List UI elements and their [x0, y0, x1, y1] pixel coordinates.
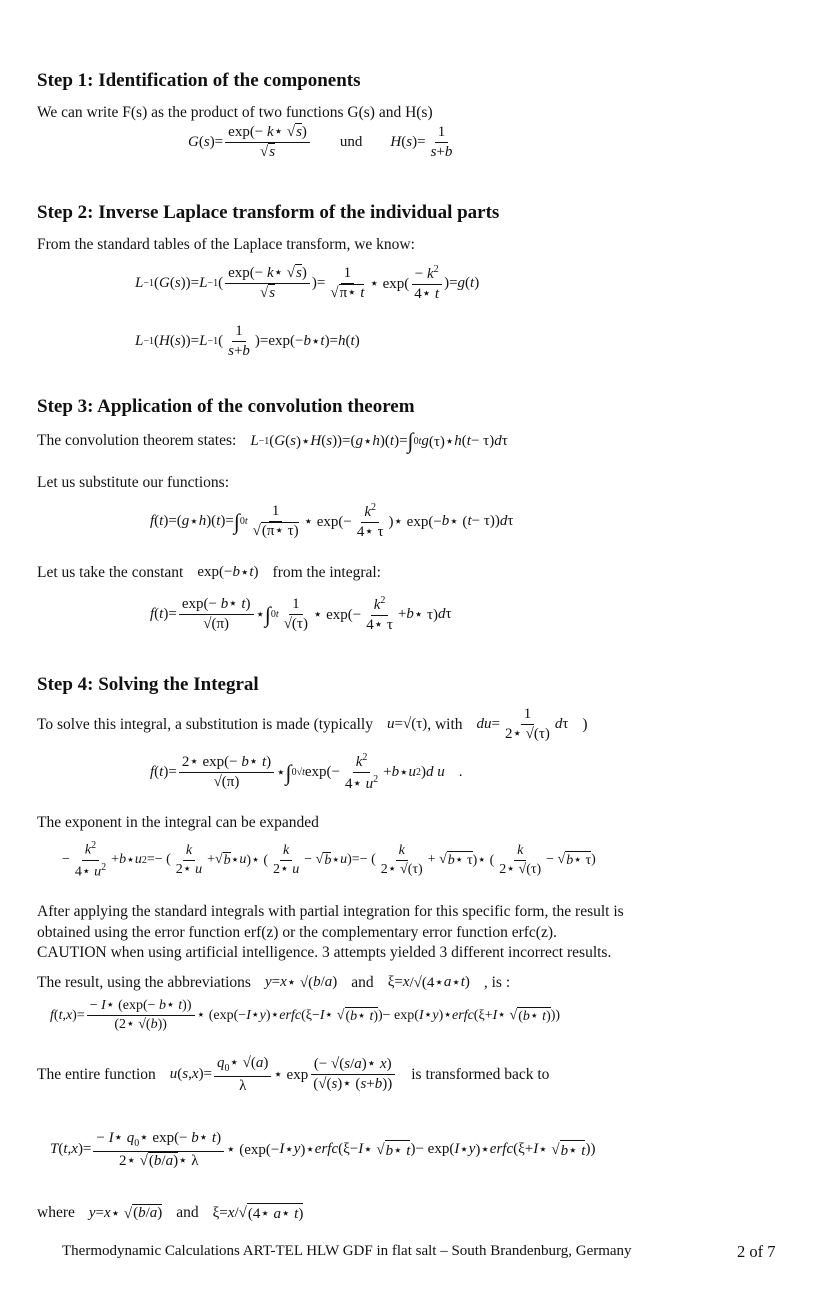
convolution-text: The convolution theorem states: [37, 432, 237, 449]
step4-heading: Step 4: Solving the Integral [37, 674, 259, 695]
para-line2: obtained using the error function erf(z) or the complementary error function erfc(z). [37, 924, 557, 941]
constant-text-a: Let us take the constant [37, 563, 184, 581]
eq-convolution-theorem: The convolution theorem states: L −1 ( G ( s )⋆ H ( s ))=( g ⋆ h )( t )= ∫ 0 t g (τ)⋆ h ( t − τ) d τ [37, 428, 508, 453]
und-word: und [339, 134, 363, 151]
where-line: where y = x ⋆ √ (b/a) and ξ= x /√ (4⋆ a⋆ t) [37, 1204, 304, 1222]
eq-t-result: T ( t , x )= $\frac{- I⋆ q_0⋆ \exp(- b⋆ t)}{2⋆ √(b/a)⋆ \lambda}$ ⋆ (exp(− I ⋆ y )⋆ erfc (ξ− I ⋆ √ b⋆ t )− exp( I ⋆ y )⋆ erfc (ξ+ I ⋆ √ b⋆ t )) [50, 1130, 596, 1169]
page-number: 2 of 7 [737, 1242, 776, 1261]
entire-text-b: is transformed back to [411, 1065, 550, 1083]
eq-f-substituted-u: f ( t )= $\frac{2⋆ \exp(- b⋆ t)}{√(\pi)}$ ⋆ ∫ 0 √t exp(− $\frac{k^2}{4⋆ u^2}$ + b ⋆ u 2 ) d u . [150, 752, 463, 793]
where-text: where [37, 1204, 75, 1221]
entire-function-line: The entire function u ( s , x )= $\frac{q_0⋆ √(a)}{\lambda}$ ⋆ exp $\frac{(- √(s/a)⋆ x)}{(√(s)⋆ (s+b))}$ is transformed back to [37, 1055, 550, 1094]
step2-intro: From the standard tables of the Laplace transform, we know: [37, 236, 415, 253]
eq-f-result: f ( t , x )= $\frac{- I⋆ (\exp(- b⋆ t))}{(2⋆ √(b))}$ ⋆ (exp(− I ⋆ y )⋆ erfc (ξ− I ⋆ √ (b⋆ t) )− exp( I ⋆ y )⋆ erfc (ξ+ I ⋆ √ (b⋆ t) )) [50, 998, 561, 1033]
subst-text-a: To solve this integral, a substitution is made (typically [37, 715, 373, 733]
para-line1: After applying the standard integrals with partial integration for this specific form, the result is [37, 903, 624, 920]
step3-heading: Step 3: Application of the convolution theorem [37, 396, 415, 417]
step1-intro: We can write F(s) as the product of two functions G(s) and H(s) [37, 104, 433, 121]
result-text-b: , is : [483, 973, 511, 991]
constant-line: Let us take the constant exp(− b ⋆ t ) from the integral: [37, 563, 381, 581]
eq-g-h-definition: G ( s )= $\frac{\exp(- k⋆ √s)}{√s}$ und H ( s )= $\frac{1}{s+b}$ [188, 124, 453, 161]
eq-inverse-h: L −1 ( H ( s ))= L −1 ( $\frac{1}{s+b}$ )=exp(− b ⋆ t )= h ( t ) [135, 323, 360, 360]
eq-f-constant-out: f ( t )= $\frac{\exp(- b⋆ t)}{√(\pi)}$ ⋆ ∫ 0 t $\frac{1}{√(\tau)}$ ⋆ exp(− $\frac{k^2}{4⋆ \tau}$ + b ⋆ τ) d τ [150, 595, 452, 634]
eq-f-substituted: f ( t )=( g ⋆ h )( t )= ∫ 0 t $\frac{1}{√(\pi⋆ \tau)}$ ⋆ exp(− $\frac{k^2}{4⋆ \tau}$ )⋆ exp(− b ⋆ ( t − τ)) d τ [150, 502, 514, 541]
subst-text-c: ) [582, 715, 588, 733]
step1-heading: Step 1: Identification of the components [37, 70, 361, 91]
where-and: and [176, 1204, 199, 1221]
result-and: and [351, 973, 374, 991]
step2-heading: Step 2: Inverse Laplace transform of the individual parts [37, 202, 500, 223]
subst-text-b: , with [427, 715, 463, 733]
exponent-text: The exponent in the integral can be expanded [37, 814, 319, 831]
result-abbrev-line: The result, using the abbreviations y = x ⋆ √( b / a ) and ξ= x /√(4⋆ a ⋆ t ) , is : [37, 973, 511, 991]
entire-text-a: The entire function [37, 1065, 156, 1083]
eq-inverse-g: L −1 ( G ( s ))= L −1 ( $\frac{\exp(- k⋆ √s)}{√s}$ )= $\frac{1}{√\pi⋆ t}$ ⋆ exp( $\frac{- k^2}{4⋆ t}$ )= g ( t ) [135, 264, 480, 303]
eq-exponent-expanded: − $\frac{k^2}{4⋆ u^2}$ + b ⋆ u 2 =− ( $\frac{k}{2⋆ u}$ +√ b ⋆ u )⋆ ( $\frac{k}{2⋆ u}$ − √ b ⋆ u )=− ( $\frac{k}{2⋆ √(\tau)}$ + √ b⋆ τ )⋆ ( $\frac{k}{2⋆ √(\tau)}$ − √ b⋆ τ ) [62, 840, 596, 880]
substitution-line: To solve this integral, a substitution is made (typically u =√(τ) , with du = $\frac{1}{2⋆ √(\tau)}$ d τ ) [37, 706, 588, 743]
substitute-text: Let us substitute our functions: [37, 474, 230, 491]
caution-line: CAUTION when using artificial intelligence. 3 attempts yielded 3 different incorrect results. [37, 944, 612, 961]
result-text-a: The result, using the abbreviations [37, 973, 251, 991]
constant-text-b: from the integral: [272, 563, 381, 581]
footer-text: Thermodynamic Calculations ART-TEL HLW GDF in flat salt – South Brandenburg, Germany [62, 1243, 632, 1259]
